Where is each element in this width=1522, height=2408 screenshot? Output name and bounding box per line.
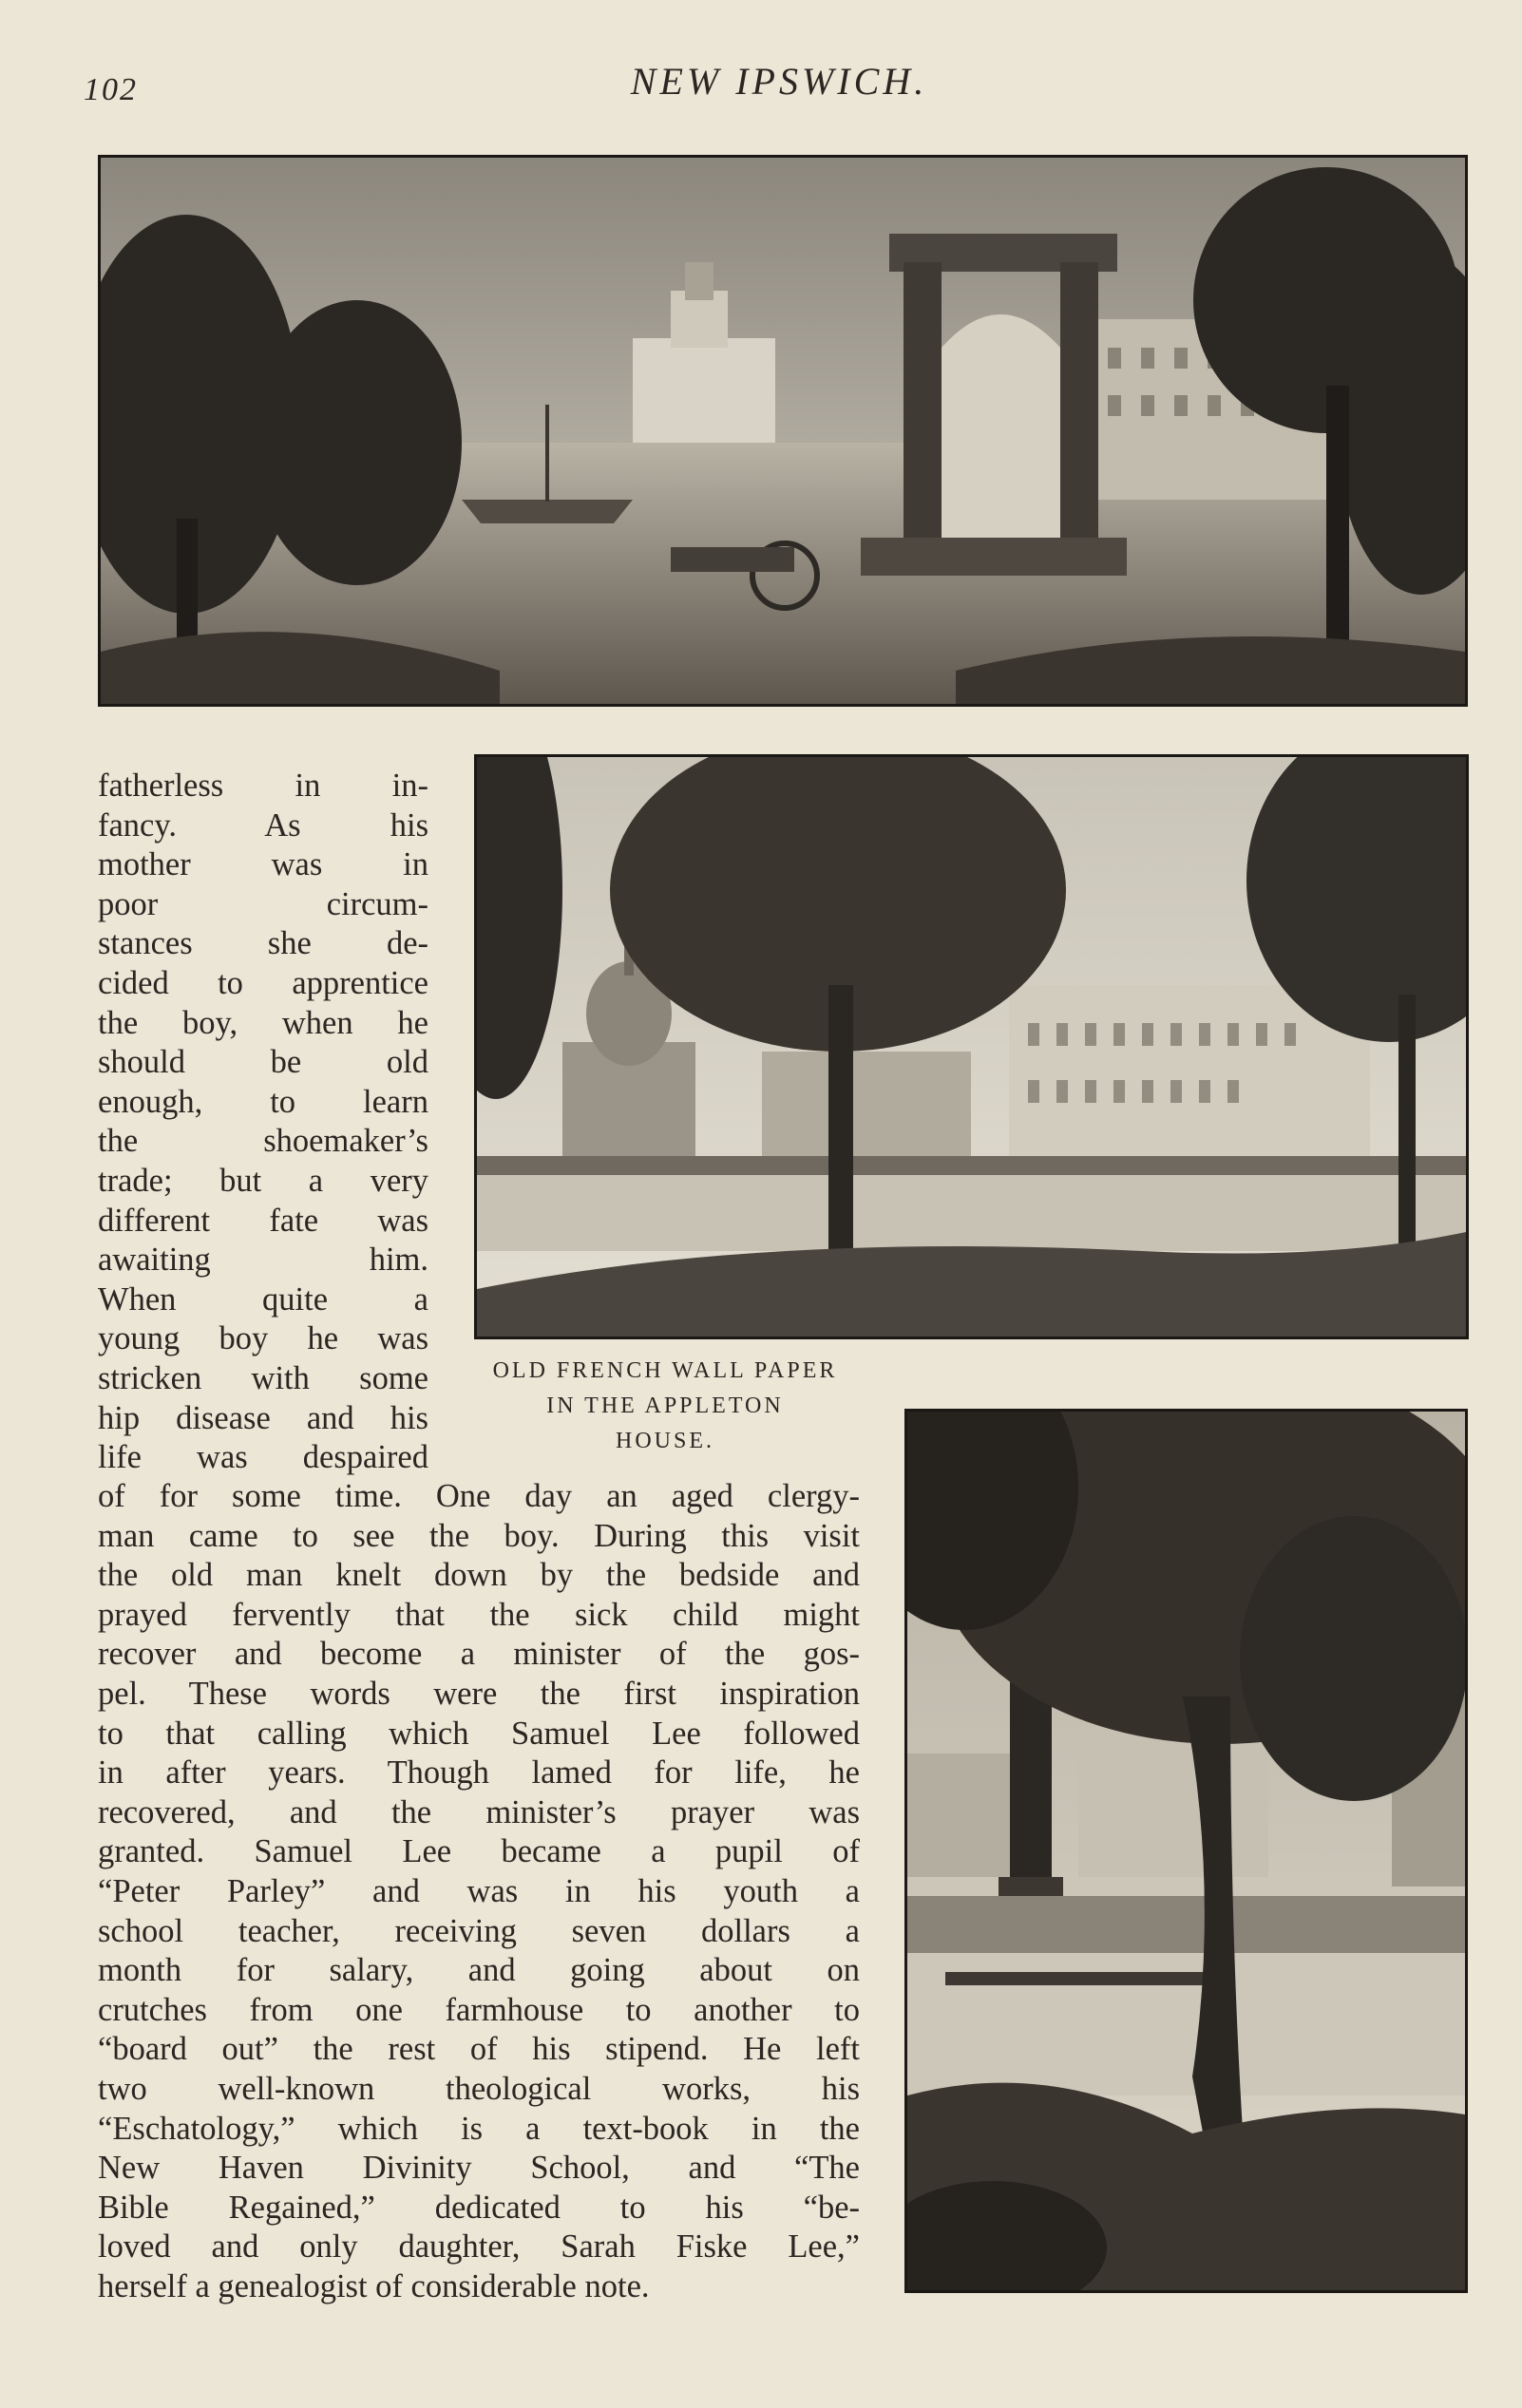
- text-line: young boy he was: [98, 1320, 428, 1357]
- text-line: recovered, and the minister’s prayer was: [98, 1793, 860, 1830]
- text-line: prayed fervently that the sick child might: [98, 1596, 860, 1633]
- engraving-river-palace: [474, 754, 1469, 1339]
- text-line: month for salary, and going about on: [98, 1952, 860, 1989]
- body-column-narrow: [98, 767, 428, 1478]
- text-line: pel. These words were the first inspiration: [98, 1675, 860, 1712]
- text-line: trade; but a very: [98, 1162, 428, 1199]
- text-line: loved and only daughter, Sarah Fiske Lee,”: [98, 2228, 860, 2266]
- caption-line: OLD FRENCH WALL PAPER: [492, 1358, 838, 1383]
- text-line: should be old: [98, 1044, 428, 1081]
- text-line: granted. Samuel Lee became a pupil of: [98, 1833, 860, 1870]
- text-line: enough, to learn: [98, 1083, 428, 1120]
- text-line: to that calling which Samuel Lee followed: [98, 1715, 860, 1752]
- text-line: “board out” the rest of his stipend. He left: [98, 2031, 860, 2068]
- caption-line: HOUSE.: [615, 1429, 714, 1453]
- column-tree-illustration: [907, 1412, 1465, 2290]
- text-line: life was despaired: [98, 1439, 428, 1476]
- text-line: in after years. Though lamed for life, he: [98, 1754, 860, 1792]
- text-line: Bible Regained,” dedicated to his “be-: [98, 2189, 860, 2226]
- river-palace-illustration: [477, 757, 1466, 1337]
- text-line: the old man knelt down by the bedside and: [98, 1557, 860, 1594]
- caption-line: IN THE APPLETON: [546, 1394, 784, 1418]
- text-line: of for some time. One day an aged clergy-: [98, 1478, 860, 1514]
- text-line: “Eschatology,” which is a text-book in the: [98, 2110, 860, 2147]
- page-number: 102: [84, 72, 138, 107]
- text-line: fancy. As his: [98, 806, 428, 844]
- text-line: the shoemaker’s: [98, 1123, 428, 1160]
- text-line: man came to see the boy. During this visit: [98, 1517, 860, 1554]
- text-line: mother was in: [98, 846, 428, 883]
- text-line: school teacher, receiving seven dollars a: [98, 1912, 860, 1949]
- text-line: stances she de-: [98, 925, 428, 962]
- text-line: cided to apprentice: [98, 964, 428, 1001]
- text-line: “Peter Parley” and was in his youth a: [98, 1872, 860, 1909]
- text-line: stricken with some: [98, 1359, 428, 1396]
- body-column-wide: [98, 1477, 860, 2306]
- text-line: When quite a: [98, 1280, 428, 1318]
- text-line: fatherless in in-: [98, 768, 428, 804]
- figure-caption: [466, 1354, 865, 1459]
- text-line: herself a genealogist of considerable note.: [98, 2267, 650, 2304]
- text-line: two well-known theological works, his: [98, 2070, 860, 2107]
- text-line: the boy, when he: [98, 1004, 428, 1041]
- running-title: NEW IPSWICH.: [630, 60, 928, 103]
- engraving-column-tree: [904, 1409, 1468, 2293]
- harbor-ruins-illustration: [101, 158, 1465, 704]
- engraving-harbor-ruins: [98, 155, 1468, 707]
- text-line: New Haven Divinity School, and “The: [98, 2150, 860, 2187]
- text-line: hip disease and his: [98, 1399, 428, 1436]
- text-line: poor circum-: [98, 885, 428, 922]
- text-line: recover and become a minister of the gos-: [98, 1636, 860, 1673]
- text-line: awaiting him.: [98, 1242, 428, 1279]
- text-line: crutches from one farmhouse to another to: [98, 1991, 860, 2028]
- text-line: different fate was: [98, 1202, 428, 1239]
